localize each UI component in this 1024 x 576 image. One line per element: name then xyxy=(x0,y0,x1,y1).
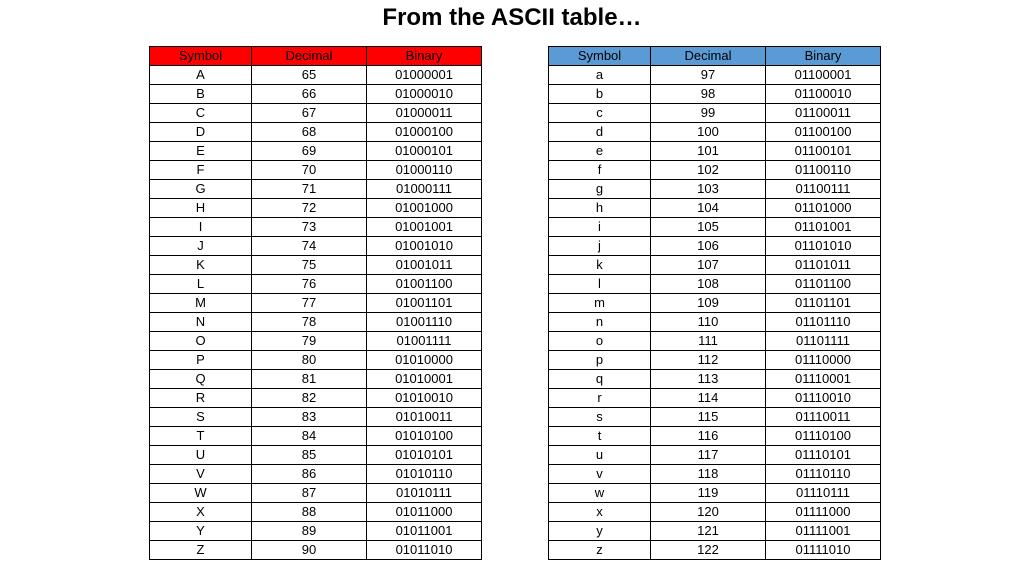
table-row xyxy=(549,541,881,560)
decimal-cell: 115 xyxy=(651,408,766,427)
table-row xyxy=(549,351,881,370)
symbol-cell: J xyxy=(150,237,252,256)
binary-cell: 01101101 xyxy=(766,294,881,313)
decimal-cell: 102 xyxy=(651,161,766,180)
decimal-cell: 112 xyxy=(651,351,766,370)
table-row xyxy=(549,66,881,85)
page-title: From the ASCII table… xyxy=(382,4,642,31)
symbol-cell: K xyxy=(150,256,252,275)
decimal-cell: 98 xyxy=(651,85,766,104)
decimal-cell: 110 xyxy=(651,313,766,332)
decimal-cell: 106 xyxy=(651,237,766,256)
column-header-symbol: Symbol xyxy=(150,47,252,66)
table-row xyxy=(150,256,482,275)
decimal-cell: 104 xyxy=(651,199,766,218)
decimal-cell: 72 xyxy=(252,199,367,218)
table-row xyxy=(150,104,482,123)
binary-cell: 01100001 xyxy=(766,66,881,85)
decimal-cell: 68 xyxy=(252,123,367,142)
binary-cell: 01100101 xyxy=(766,142,881,161)
symbol-cell: d xyxy=(549,123,651,142)
binary-cell: 01100111 xyxy=(766,180,881,199)
binary-cell: 01000010 xyxy=(367,85,482,104)
binary-cell: 01000101 xyxy=(367,142,482,161)
table-row xyxy=(150,123,482,142)
binary-cell: 01001101 xyxy=(367,294,482,313)
binary-cell: 01100011 xyxy=(766,104,881,123)
binary-cell: 01101011 xyxy=(766,256,881,275)
decimal-cell: 114 xyxy=(651,389,766,408)
decimal-cell: 100 xyxy=(651,123,766,142)
symbol-cell: E xyxy=(150,142,252,161)
table-row xyxy=(150,180,482,199)
table-row xyxy=(150,503,482,522)
binary-cell: 01001100 xyxy=(367,275,482,294)
symbol-cell: s xyxy=(549,408,651,427)
decimal-cell: 101 xyxy=(651,142,766,161)
symbol-cell: y xyxy=(549,522,651,541)
binary-cell: 01001111 xyxy=(367,332,482,351)
decimal-cell: 73 xyxy=(252,218,367,237)
binary-cell: 01010101 xyxy=(367,446,482,465)
decimal-cell: 87 xyxy=(252,484,367,503)
table-row xyxy=(549,85,881,104)
decimal-cell: 90 xyxy=(252,541,367,560)
binary-cell: 01110011 xyxy=(766,408,881,427)
binary-cell: 01010000 xyxy=(367,351,482,370)
binary-cell: 01001110 xyxy=(367,313,482,332)
decimal-cell: 65 xyxy=(252,66,367,85)
table-row xyxy=(549,446,881,465)
table-row xyxy=(549,180,881,199)
decimal-cell: 88 xyxy=(252,503,367,522)
symbol-cell: t xyxy=(549,427,651,446)
symbol-cell: V xyxy=(150,465,252,484)
binary-cell: 01011010 xyxy=(367,541,482,560)
symbol-cell: Q xyxy=(150,370,252,389)
binary-cell: 01100100 xyxy=(766,123,881,142)
table-row xyxy=(150,161,482,180)
symbol-cell: L xyxy=(150,275,252,294)
table-row xyxy=(549,313,881,332)
table-row xyxy=(549,389,881,408)
table-row xyxy=(150,484,482,503)
table-row xyxy=(150,522,482,541)
decimal-cell: 111 xyxy=(651,332,766,351)
symbol-cell: W xyxy=(150,484,252,503)
symbol-cell: k xyxy=(549,256,651,275)
table-row xyxy=(549,104,881,123)
decimal-cell: 85 xyxy=(252,446,367,465)
uppercase-ascii-table xyxy=(149,46,482,560)
binary-cell: 01101000 xyxy=(766,199,881,218)
table-row xyxy=(549,161,881,180)
table-row xyxy=(549,408,881,427)
decimal-cell: 107 xyxy=(651,256,766,275)
binary-cell: 01111000 xyxy=(766,503,881,522)
decimal-cell: 89 xyxy=(252,522,367,541)
symbol-cell: H xyxy=(150,199,252,218)
binary-cell: 01000011 xyxy=(367,104,482,123)
decimal-cell: 79 xyxy=(252,332,367,351)
symbol-cell: Y xyxy=(150,522,252,541)
symbol-cell: h xyxy=(549,199,651,218)
binary-cell: 01111010 xyxy=(766,541,881,560)
table-row xyxy=(549,484,881,503)
symbol-cell: x xyxy=(549,503,651,522)
binary-cell: 01111001 xyxy=(766,522,881,541)
table-row xyxy=(549,465,881,484)
binary-cell: 01000100 xyxy=(367,123,482,142)
table-header-row xyxy=(549,47,881,66)
column-header-decimal: Decimal xyxy=(252,47,367,66)
symbol-cell: b xyxy=(549,85,651,104)
table-row xyxy=(150,465,482,484)
table-row xyxy=(150,294,482,313)
table-row xyxy=(150,218,482,237)
decimal-cell: 83 xyxy=(252,408,367,427)
symbol-cell: r xyxy=(549,389,651,408)
symbol-cell: e xyxy=(549,142,651,161)
symbol-cell: C xyxy=(150,104,252,123)
binary-cell: 01010100 xyxy=(367,427,482,446)
symbol-cell: I xyxy=(150,218,252,237)
decimal-cell: 66 xyxy=(252,85,367,104)
table-row xyxy=(150,142,482,161)
binary-cell: 01001000 xyxy=(367,199,482,218)
symbol-cell: f xyxy=(549,161,651,180)
symbol-cell: U xyxy=(150,446,252,465)
symbol-cell: N xyxy=(150,313,252,332)
table-row xyxy=(150,541,482,560)
binary-cell: 01001001 xyxy=(367,218,482,237)
decimal-cell: 118 xyxy=(651,465,766,484)
binary-cell: 01101001 xyxy=(766,218,881,237)
binary-cell: 01110001 xyxy=(766,370,881,389)
table-row xyxy=(150,408,482,427)
decimal-cell: 78 xyxy=(252,313,367,332)
symbol-cell: A xyxy=(150,66,252,85)
decimal-cell: 71 xyxy=(252,180,367,199)
binary-cell: 01001011 xyxy=(367,256,482,275)
table-row xyxy=(150,199,482,218)
table-row xyxy=(549,142,881,161)
symbol-cell: O xyxy=(150,332,252,351)
symbol-cell: X xyxy=(150,503,252,522)
decimal-cell: 116 xyxy=(651,427,766,446)
decimal-cell: 103 xyxy=(651,180,766,199)
decimal-cell: 76 xyxy=(252,275,367,294)
binary-cell: 01110100 xyxy=(766,427,881,446)
decimal-cell: 84 xyxy=(252,427,367,446)
binary-cell: 01010110 xyxy=(367,465,482,484)
table-row xyxy=(549,218,881,237)
binary-cell: 01100010 xyxy=(766,85,881,104)
decimal-cell: 69 xyxy=(252,142,367,161)
decimal-cell: 120 xyxy=(651,503,766,522)
binary-cell: 01101110 xyxy=(766,313,881,332)
symbol-cell: g xyxy=(549,180,651,199)
lowercase-ascii-table xyxy=(548,46,881,560)
table-row xyxy=(150,351,482,370)
table-row xyxy=(549,199,881,218)
binary-cell: 01010011 xyxy=(367,408,482,427)
symbol-cell: q xyxy=(549,370,651,389)
table-row xyxy=(150,446,482,465)
symbol-cell: u xyxy=(549,446,651,465)
symbol-cell: c xyxy=(549,104,651,123)
table-row xyxy=(150,332,482,351)
binary-cell: 01000110 xyxy=(367,161,482,180)
decimal-cell: 75 xyxy=(252,256,367,275)
table-row xyxy=(549,237,881,256)
binary-cell: 01011001 xyxy=(367,522,482,541)
decimal-cell: 113 xyxy=(651,370,766,389)
column-header-symbol: Symbol xyxy=(549,47,651,66)
symbol-cell: j xyxy=(549,237,651,256)
symbol-cell: M xyxy=(150,294,252,313)
decimal-cell: 77 xyxy=(252,294,367,313)
table-row xyxy=(549,522,881,541)
symbol-cell: D xyxy=(150,123,252,142)
decimal-cell: 74 xyxy=(252,237,367,256)
symbol-cell: S xyxy=(150,408,252,427)
table-row xyxy=(150,313,482,332)
symbol-cell: P xyxy=(150,351,252,370)
decimal-cell: 97 xyxy=(651,66,766,85)
table-row xyxy=(549,332,881,351)
table-row xyxy=(150,66,482,85)
binary-cell: 01101010 xyxy=(766,237,881,256)
table-row xyxy=(150,237,482,256)
symbol-cell: l xyxy=(549,275,651,294)
symbol-cell: i xyxy=(549,218,651,237)
symbol-cell: R xyxy=(150,389,252,408)
decimal-cell: 86 xyxy=(252,465,367,484)
symbol-cell: T xyxy=(150,427,252,446)
table-row xyxy=(549,294,881,313)
decimal-cell: 105 xyxy=(651,218,766,237)
table-row xyxy=(549,370,881,389)
table-row xyxy=(150,275,482,294)
binary-cell: 01000001 xyxy=(367,66,482,85)
decimal-cell: 80 xyxy=(252,351,367,370)
symbol-cell: o xyxy=(549,332,651,351)
binary-cell: 01110111 xyxy=(766,484,881,503)
symbol-cell: Z xyxy=(150,541,252,560)
decimal-cell: 82 xyxy=(252,389,367,408)
symbol-cell: z xyxy=(549,541,651,560)
table-row xyxy=(549,503,881,522)
table-row xyxy=(549,427,881,446)
decimal-cell: 119 xyxy=(651,484,766,503)
symbol-cell: F xyxy=(150,161,252,180)
binary-cell: 01010010 xyxy=(367,389,482,408)
symbol-cell: G xyxy=(150,180,252,199)
table-header-row xyxy=(150,47,482,66)
table-row xyxy=(549,275,881,294)
binary-cell: 01001010 xyxy=(367,237,482,256)
binary-cell: 01101111 xyxy=(766,332,881,351)
decimal-cell: 81 xyxy=(252,370,367,389)
decimal-cell: 121 xyxy=(651,522,766,541)
decimal-cell: 67 xyxy=(252,104,367,123)
column-header-decimal: Decimal xyxy=(651,47,766,66)
binary-cell: 01010111 xyxy=(367,484,482,503)
table-row xyxy=(549,256,881,275)
decimal-cell: 109 xyxy=(651,294,766,313)
binary-cell: 01110101 xyxy=(766,446,881,465)
binary-cell: 01100110 xyxy=(766,161,881,180)
column-header-binary: Binary xyxy=(766,47,881,66)
decimal-cell: 99 xyxy=(651,104,766,123)
binary-cell: 01010001 xyxy=(367,370,482,389)
binary-cell: 01110110 xyxy=(766,465,881,484)
table-row xyxy=(150,370,482,389)
symbol-cell: m xyxy=(549,294,651,313)
binary-cell: 01011000 xyxy=(367,503,482,522)
binary-cell: 01110010 xyxy=(766,389,881,408)
binary-cell: 01101100 xyxy=(766,275,881,294)
symbol-cell: p xyxy=(549,351,651,370)
symbol-cell: v xyxy=(549,465,651,484)
symbol-cell: a xyxy=(549,66,651,85)
binary-cell: 01110000 xyxy=(766,351,881,370)
symbol-cell: n xyxy=(549,313,651,332)
decimal-cell: 122 xyxy=(651,541,766,560)
symbol-cell: w xyxy=(549,484,651,503)
decimal-cell: 117 xyxy=(651,446,766,465)
decimal-cell: 70 xyxy=(252,161,367,180)
table-row xyxy=(150,85,482,104)
decimal-cell: 108 xyxy=(651,275,766,294)
symbol-cell: B xyxy=(150,85,252,104)
table-row xyxy=(150,389,482,408)
table-row xyxy=(549,123,881,142)
binary-cell: 01000111 xyxy=(367,180,482,199)
column-header-binary: Binary xyxy=(367,47,482,66)
table-row xyxy=(150,427,482,446)
